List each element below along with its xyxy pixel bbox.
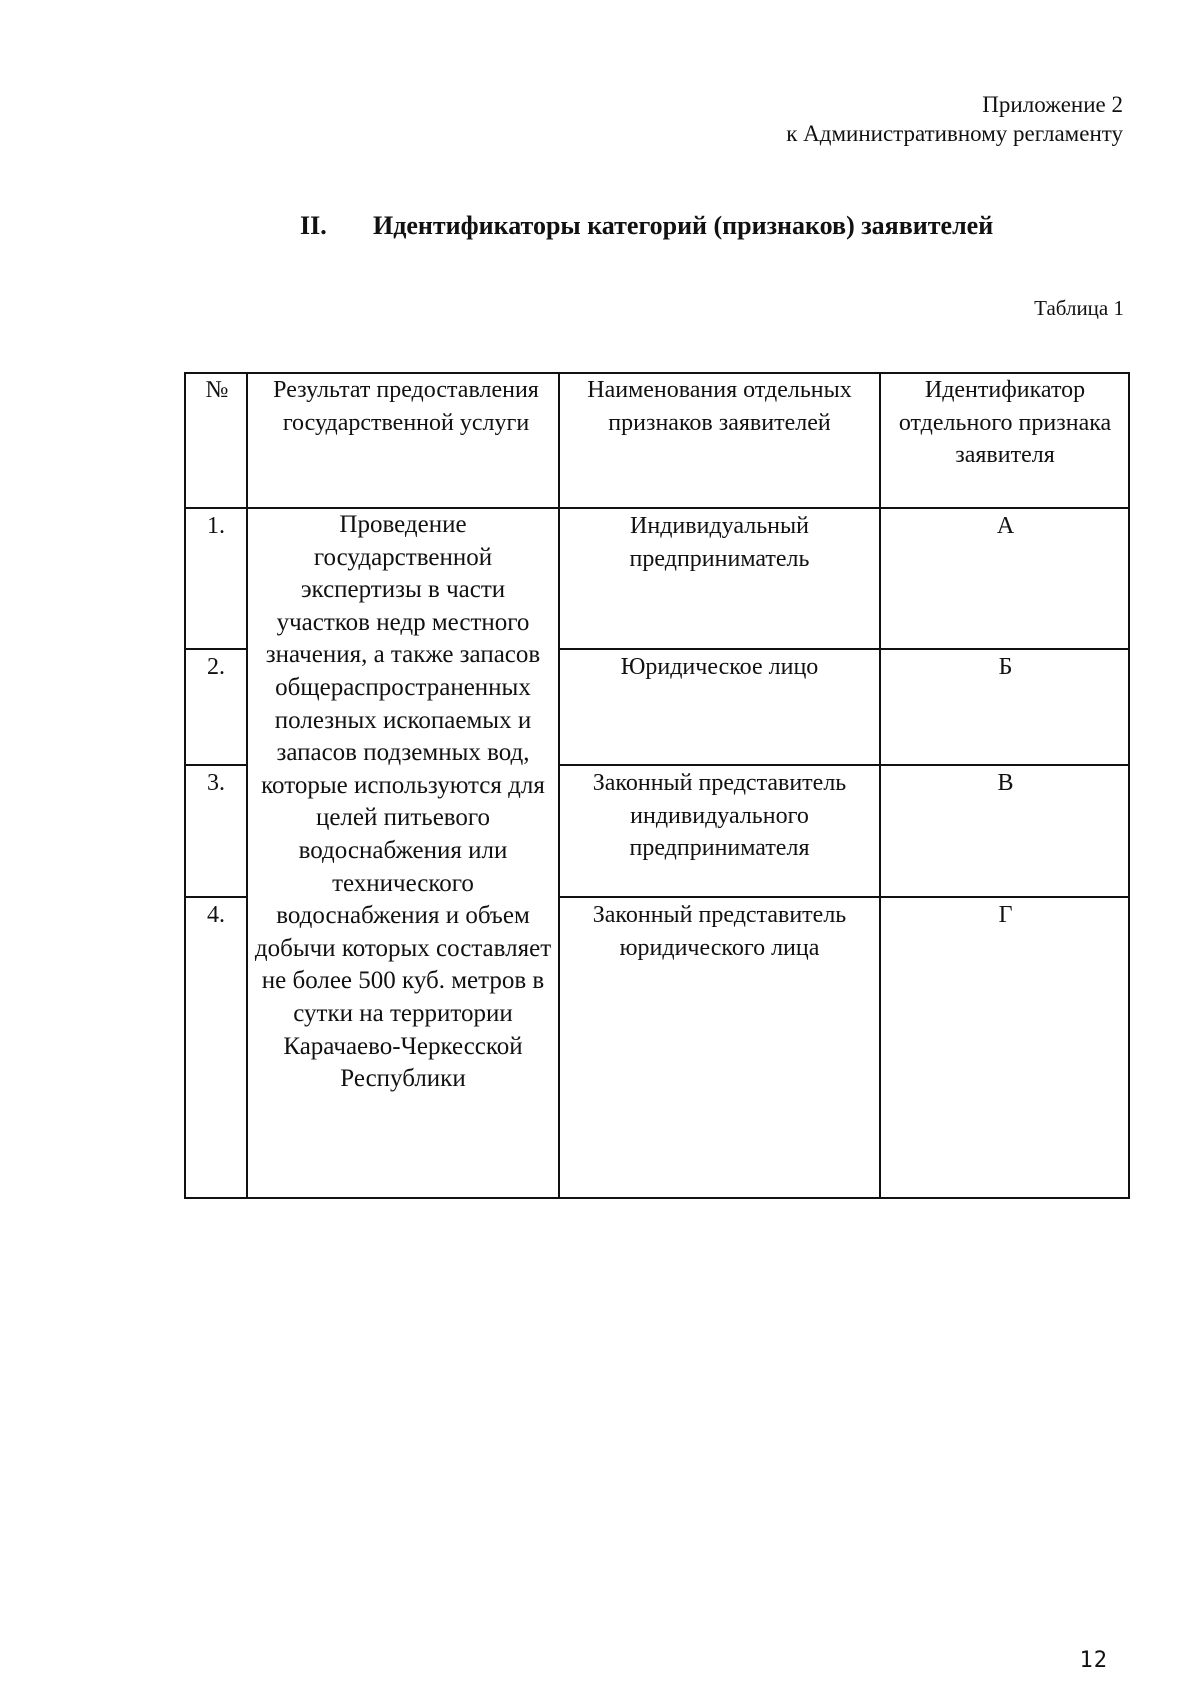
section-number: II. xyxy=(300,211,327,240)
feature-identifier: Б xyxy=(998,654,1013,680)
header-number: № xyxy=(205,377,229,403)
attachment-reference: к Административному регламенту xyxy=(786,121,1123,146)
row-divider xyxy=(186,764,246,766)
feature-name: Индивидуальный предприниматель xyxy=(629,513,810,572)
row-divider xyxy=(186,896,246,898)
row-number: 4. xyxy=(207,902,225,928)
identifiers-table xyxy=(184,372,1130,1199)
section-title: Идентификаторы категорий (признаков) заявителей xyxy=(373,211,994,240)
result-cell: Проведение государственной экспертизы в части участков недр местного значения, а также запасов общераспространенных полезных ископаемых и запасов подземных вод, которые используются для целей питьевого водоснабжения или технического водоснабжения и объем добычи которых составляет не более 500 куб. метров в сутки на территории Карачаево-Черкесской Республики xyxy=(254,511,552,1093)
row-divider xyxy=(558,764,1128,766)
row-number: 1. xyxy=(207,513,225,539)
table-label: Таблица 1 xyxy=(1034,296,1124,320)
feature-identifier: В xyxy=(997,770,1014,796)
feature-identifier: Г xyxy=(998,902,1013,928)
page-number: 12 xyxy=(1079,1648,1108,1673)
attachment-label: Приложение 2 xyxy=(982,92,1123,117)
row-number: 2. xyxy=(207,654,225,680)
feature-name: Законный представитель индивидуального предпринимателя xyxy=(592,770,847,861)
row-number: 3. xyxy=(207,770,225,796)
header-feature-name: Наименования отдельных признаков заявителей xyxy=(587,377,852,436)
header-result: Результат предоставления государственной услуги xyxy=(273,377,539,436)
feature-identifier: А xyxy=(996,513,1015,539)
row-divider xyxy=(558,896,1128,898)
feature-name: Законный представитель юридического лица xyxy=(592,902,847,961)
feature-name: Юридическое лицо xyxy=(620,654,819,680)
header-identifier: Идентификатор отдельного признака заявителя xyxy=(898,377,1112,468)
row-divider xyxy=(186,648,246,650)
row-divider xyxy=(558,648,1128,650)
section-heading xyxy=(300,210,993,242)
